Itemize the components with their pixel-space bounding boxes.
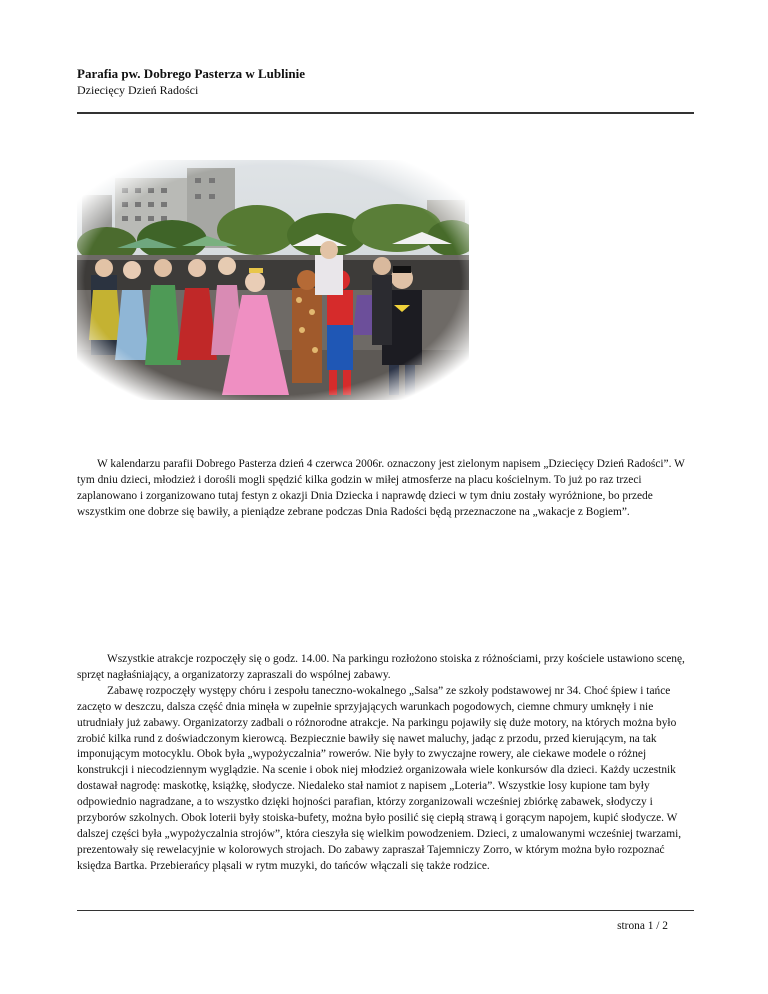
paragraph-program-text: Zabawę rozpoczęły występy chóru i zespołu taneczno-wokalnego „Salsa” ze szkoły podstawowej nr 34. Choć śpiew i tańce zaczęto w deszczu, dalsza część dnia minęła w zupełnie sprzyjających warunkach pogodowych, ciemne chmury umknęły i nie utrudniały już zabawy. Organizatorzy zadbali o różnorodne atrakcje. Na parkingu pojawiły się duże motory, na których można było zrobić kilka rund z doświadczonym kierowcą. Bezpiecznie bawiły się nawet maluchy, jadąc z przodu, przed kierującym, na tak imponującym motocyklu. Obok była „wypożyczalnia” rowerów. Nie były to zwyczajne rowery, ale ciekawe modele o różnej konstrukcji i niecodziennym wyglądzie. Na scenie i obok niej młodzież organizowała wiele konkursów dla dzieci. Każdy uczestnik dostawał nagrodę: maskotkę, książkę, słodycze. Niedaleko stał namiot z napisem „Loteria”. Wszystkie losy kupione tam były odpowiednio nagradzane, a to wszystko dzięki hojności parafian, którzy zorganizowali wcześniej zbiórkę zabawek, słodyczy i przyborów szkolnych. Obok loterii były stoiska-bufety, można było posilić się ciepłą strawą i gorącym napojem, kupić słodycze. W dalszej części była „wypożyczalnia strojów”, która cieszyła się wielkim powodzeniem. Dzieci, z umalowanymi wcześniej twarzami, prezentowały się rewelacyjnie w kolorowych strojach. Do zabawy zapraszał Tajemniczy Zorro, w którym można było rozpoznać księdza Bartka. Przebierańcy pląsali w rytm muzyki, do tańców włączali się także rodzice. [77, 684, 682, 872]
paragraph-attractions [77, 652, 697, 875]
page-number: strona 1 / 2 [617, 920, 668, 932]
paragraph-intro: W kalendarzu parafii Dobrego Pasterza dzień 4 czerwca 2006r. oznaczony jest zielonym napisem „Dziecięcy Dzień Radości”. W tym dniu dzieci, młodzież i dorośli mogli spędzić kilka godzin w miłej atmosferze na placu kościelnym. To już po raz trzeci zaplanowano i zorganizowano tutaj festyn z okazji Dnia Dziecka i naprawdę dzieci w tym dniu zostały wyróżnione, bo przede wszystkim one dobrze się bawiły, a pieniądze zebrane podczas Dnia Radości będą przeznaczone na „wakacje z Bogiem”. [77, 458, 685, 518]
children-costumes-photo [77, 160, 469, 400]
paragraph-program [77, 684, 697, 875]
paragraph-attractions-text: Wszystkie atrakcje rozpoczęły się o godz. 14.00. Na parkingu rozłożono stoiska z różnościami, przy kościele ustawiono scenę, sprzęt nagłaśniający, a organizatorzy zapraszali do wspólnej zabawy. [77, 653, 685, 681]
document-subtitle: Dziecięcy Dzień Radości [77, 83, 199, 97]
footer-divider [77, 910, 694, 911]
document-title: Parafia pw. Dobrego Pasterza w Lublinie [77, 66, 305, 81]
document-header [77, 66, 697, 98]
event-photo [77, 160, 469, 400]
header-divider [77, 112, 694, 114]
